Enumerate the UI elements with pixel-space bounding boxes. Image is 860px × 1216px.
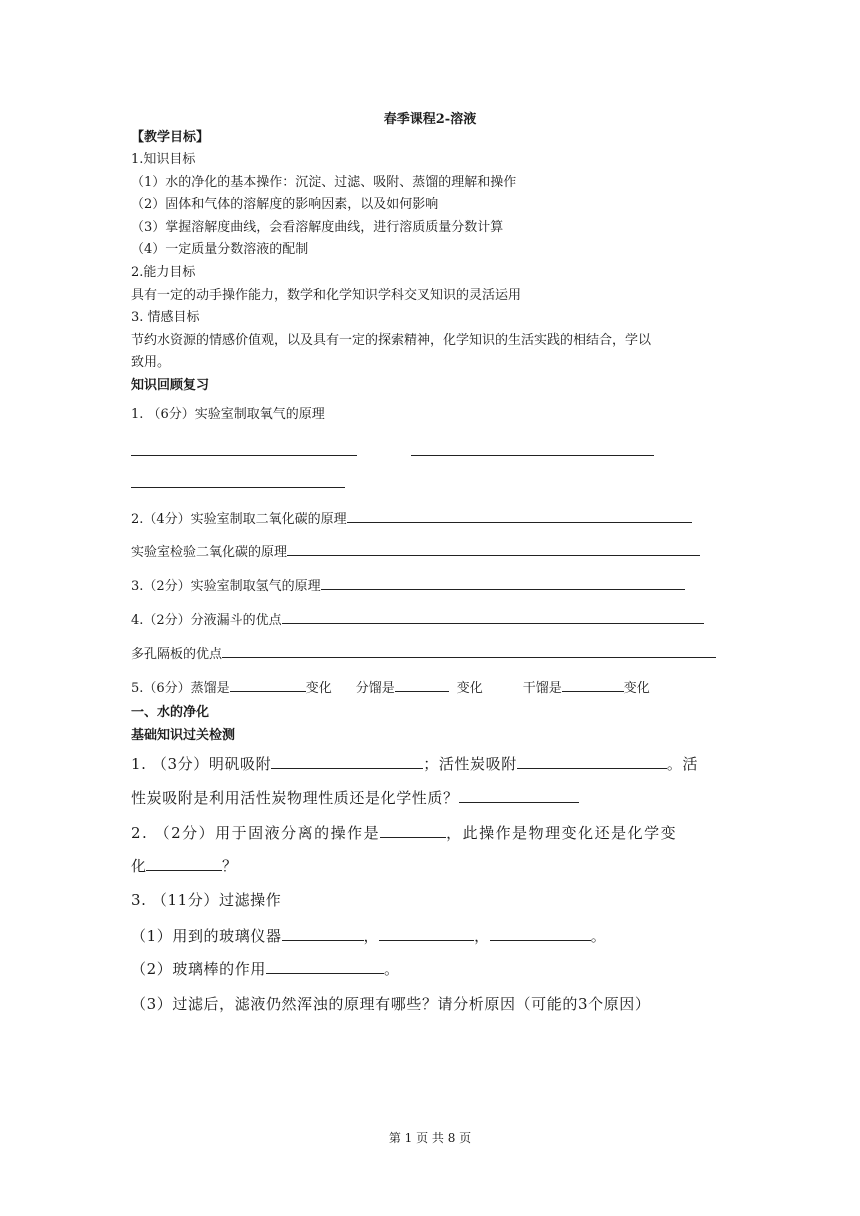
s1-q2-line2: 化 ？ <box>131 857 238 875</box>
answer-blank[interactable] <box>271 754 423 769</box>
ability-text: 具有一定的动手操作能力，数学和化学知识学科交叉知识的灵活运用 <box>131 288 522 303</box>
emotion-goal: 3. 情感目标 <box>131 310 200 325</box>
review-q4: 4.（2分）分液漏斗的优点 <box>131 609 704 630</box>
knowledge-item-2: （2）固体和气体的溶解度的影响因素，以及如何影响 <box>131 197 439 212</box>
s1-q3-2: （2）玻璃棒的作用 。 <box>131 960 400 978</box>
answer-blank[interactable] <box>380 823 446 838</box>
emotion-text-1: 节约水资源的情感价值观，以及具有一定的探索精神，化学知识的生活实践的相结合，学以 <box>131 333 652 348</box>
answer-blank[interactable] <box>459 788 579 803</box>
answer-blank[interactable] <box>395 677 449 692</box>
s1-q3-1: （1）用到的玻璃仪器 ， ， 。 <box>131 927 607 945</box>
answer-blank[interactable] <box>379 926 474 941</box>
review-q1: 1. （6分）实验室制取氧气的原理 <box>131 407 325 422</box>
knowledge-item-1: （1）水的净化的基本操作：沉淀、过滤、吸附、蒸馏的理解和操作 <box>131 175 517 190</box>
answer-blank[interactable] <box>222 643 716 658</box>
answer-line[interactable] <box>131 455 357 456</box>
s1-q2-line1: 2. （2分）用于固液分离的操作是 ，此操作是物理变化还是化学变 <box>131 824 678 842</box>
review-q3: 3.（2分）实验室制取氢气的原理 <box>131 575 685 596</box>
answer-blank[interactable] <box>517 754 667 769</box>
s1-q1-line2: 性炭吸附是利用活性炭物理性质还是化学性质？ <box>131 787 579 809</box>
knowledge-goal: 1.知识目标 <box>131 152 196 167</box>
answer-blank[interactable] <box>282 609 704 624</box>
ability-goal: 2.能力目标 <box>131 265 196 280</box>
answer-blank[interactable] <box>282 926 364 941</box>
answer-line[interactable] <box>131 487 345 488</box>
s1-q3: 3. （11分）过滤操作 <box>131 891 282 909</box>
answer-blank[interactable] <box>490 926 591 941</box>
review-q2b: 实验室检验二氧化碳的原理 <box>131 541 700 562</box>
answer-blank[interactable] <box>287 541 700 556</box>
s1-q3-3: （3）过滤后，滤液仍然浑浊的原理有哪些？请分析原因（可能的3个原因） <box>131 995 651 1013</box>
answer-blank[interactable] <box>562 677 624 692</box>
review-heading: 知识回顾复习 <box>131 378 210 393</box>
answer-blank[interactable] <box>146 856 222 871</box>
answer-blank[interactable] <box>321 575 685 590</box>
page-title: 春季课程2-溶液 <box>383 112 477 127</box>
knowledge-item-4: （4）一定质量分数溶液的配制 <box>131 242 309 257</box>
review-q5: 5.（6分）蒸馏是 变化 分馏是 变化 干馏是 变化 <box>131 677 650 698</box>
knowledge-item-3: （3）掌握溶解度曲线，会看溶解度曲线，进行溶质质量分数计算 <box>131 220 504 235</box>
review-q2: 2.（4分）实验室制取二氧化碳的原理 <box>131 508 692 529</box>
objectives-heading: 【教学目标】 <box>131 130 210 145</box>
s1-q1-line1: 1. （3分）明矾吸附 ；活性炭吸附 。活 <box>131 755 699 773</box>
section1-sub: 基础知识过关检测 <box>131 728 236 743</box>
review-q4b: 多孔隔板的优点 <box>131 643 716 664</box>
answer-blank[interactable] <box>230 677 306 692</box>
answer-blank[interactable] <box>347 508 692 523</box>
page-footer: 第 1 页 共 8 页 <box>388 1131 472 1145</box>
answer-line[interactable] <box>411 455 654 456</box>
answer-blank[interactable] <box>266 959 384 974</box>
section1-heading: 一、水的净化 <box>131 705 210 720</box>
emotion-text-2: 致用。 <box>131 355 171 370</box>
